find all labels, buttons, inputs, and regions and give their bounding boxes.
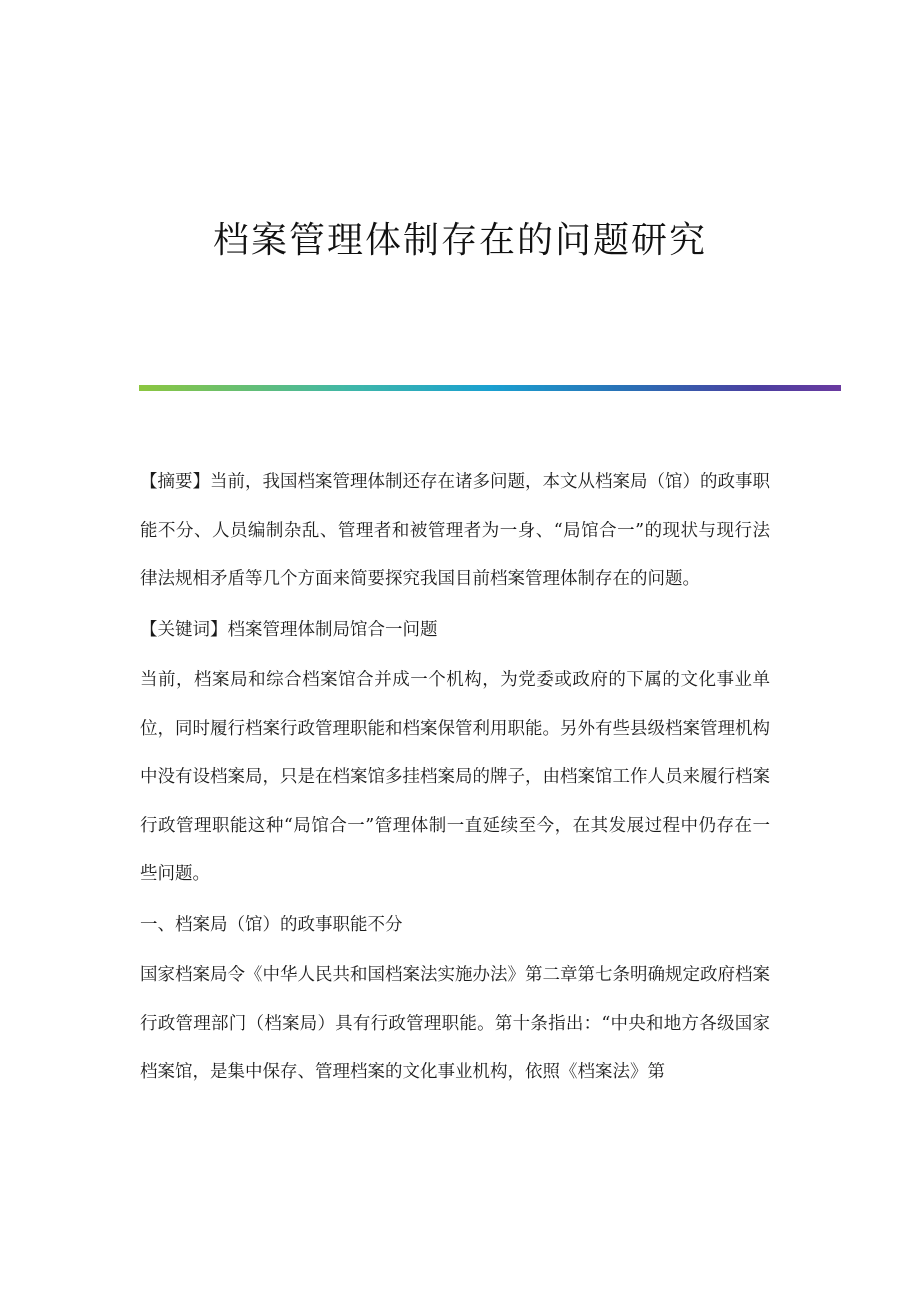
keywords-paragraph: 【关键词】档案管理体制局馆合一问题 <box>140 619 438 640</box>
section-heading: 一、档案局（馆）的政事职能不分 <box>140 914 403 935</box>
document-body <box>140 458 770 1099</box>
gradient-divider <box>139 385 841 391</box>
body-paragraph: 国家档案局令《中华人民共和国档案法实施办法》第二章第七条明确规定政府档案行政管理部门（档案局）具有行政管理职能。第十条指出：“中央和地方各级国家档案馆，是集中保存、管理档案的文化事业机构，依照《档案法》第 <box>140 965 770 1082</box>
intro-paragraph: 当前，档案局和综合档案馆合并成一个机构，为党委或政府的下属的文化事业单位，同时履行档案行政管理职能和档案保管利用职能。另外有些县级档案管理机构中没有设档案局，只是在档案馆多挂档案局的牌子，由档案馆工作人员来履行档案行政管理职能这种“局馆合一”管理体制一直延续至今，在其发展过程中仍存在一些问题。 <box>140 670 770 884</box>
document-title: 档案管理体制存在的问题研究 <box>212 220 707 261</box>
abstract-paragraph: 【摘要】当前，我国档案管理体制还存在诸多问题，本文从档案局（馆）的政事职能不分、人员编制杂乱、管理者和被管理者为一身、“局馆合一”的现状与现行法律法规相矛盾等几个方面来简要探究我国目前档案管理体制存在的问题。 <box>140 472 770 589</box>
